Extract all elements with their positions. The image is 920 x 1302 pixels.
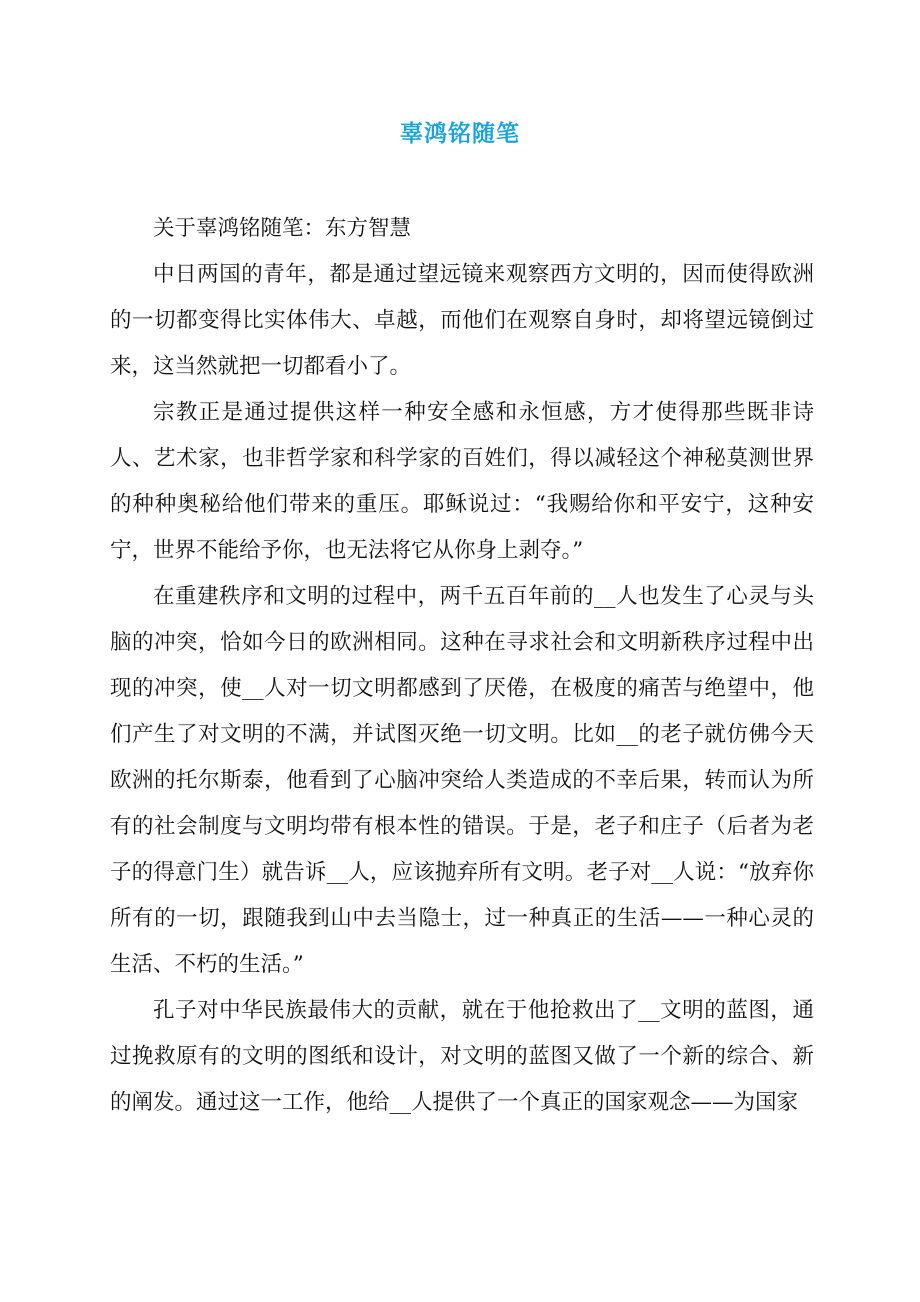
- paragraph-intro: 关于辜鸿铭随笔：东方智慧: [153, 216, 412, 241]
- paragraph: 宗教正是通过提供这样一种安全感和永恒感，方才使得那些既非诗人、艺术家，也非哲学家和科学家的百姓们，得以减轻这个神秘莫测世界的种种奥秘给他们带来的重压。耶稣说过：“我赐给你和平安宁，这种安宁，世界不能给予你，也无法将它从你身上剥夺。”: [110, 400, 814, 563]
- document-body: [110, 206, 814, 1126]
- document-title: 辜鸿铭随笔: [400, 120, 520, 147]
- paragraph: 在重建秩序和文明的过程中，两千五百年前的__人也发生了心灵与头脑的冲突，恰如今日的欧洲相同。这种在寻求社会和文明新秩序过程中出现的冲突，使__人对一切文明都感到了厌倦，在极度的痛苦与绝望中，他们产生了对文明的不满，并试图灭绝一切文明。比如__的老子就仿佛今天欧洲的托尔斯泰，他看到了心脑冲突给人类造成的不幸后果，转而认为所有的社会制度与文明均带有根本性的错误。于是，老子和庄子（后者为老子的得意门生）就告诉__人，应该抛弃所有文明。老子对__人说：“放弃你所有的一切，跟随我到山中去当隐士，过一种真正的生活——一种心灵的生活、不朽的生活。”: [110, 584, 814, 977]
- paragraph: 孔子对中华民族最伟大的贡献，就在于他抢救出了__文明的蓝图，通过挽救原有的文明的图纸和设计，对文明的蓝图又做了一个新的综合、新的阐发。通过这一工作，他给__人提供了一个真正的国家观念——为国家: [110, 998, 814, 1115]
- paragraph: 中日两国的青年，都是通过望远镜来观察西方文明的，因而使得欧洲的一切都变得比实体伟大、卓越，而他们在观察自身时，却将望远镜倒过来，这当然就把一切都看小了。: [110, 262, 814, 379]
